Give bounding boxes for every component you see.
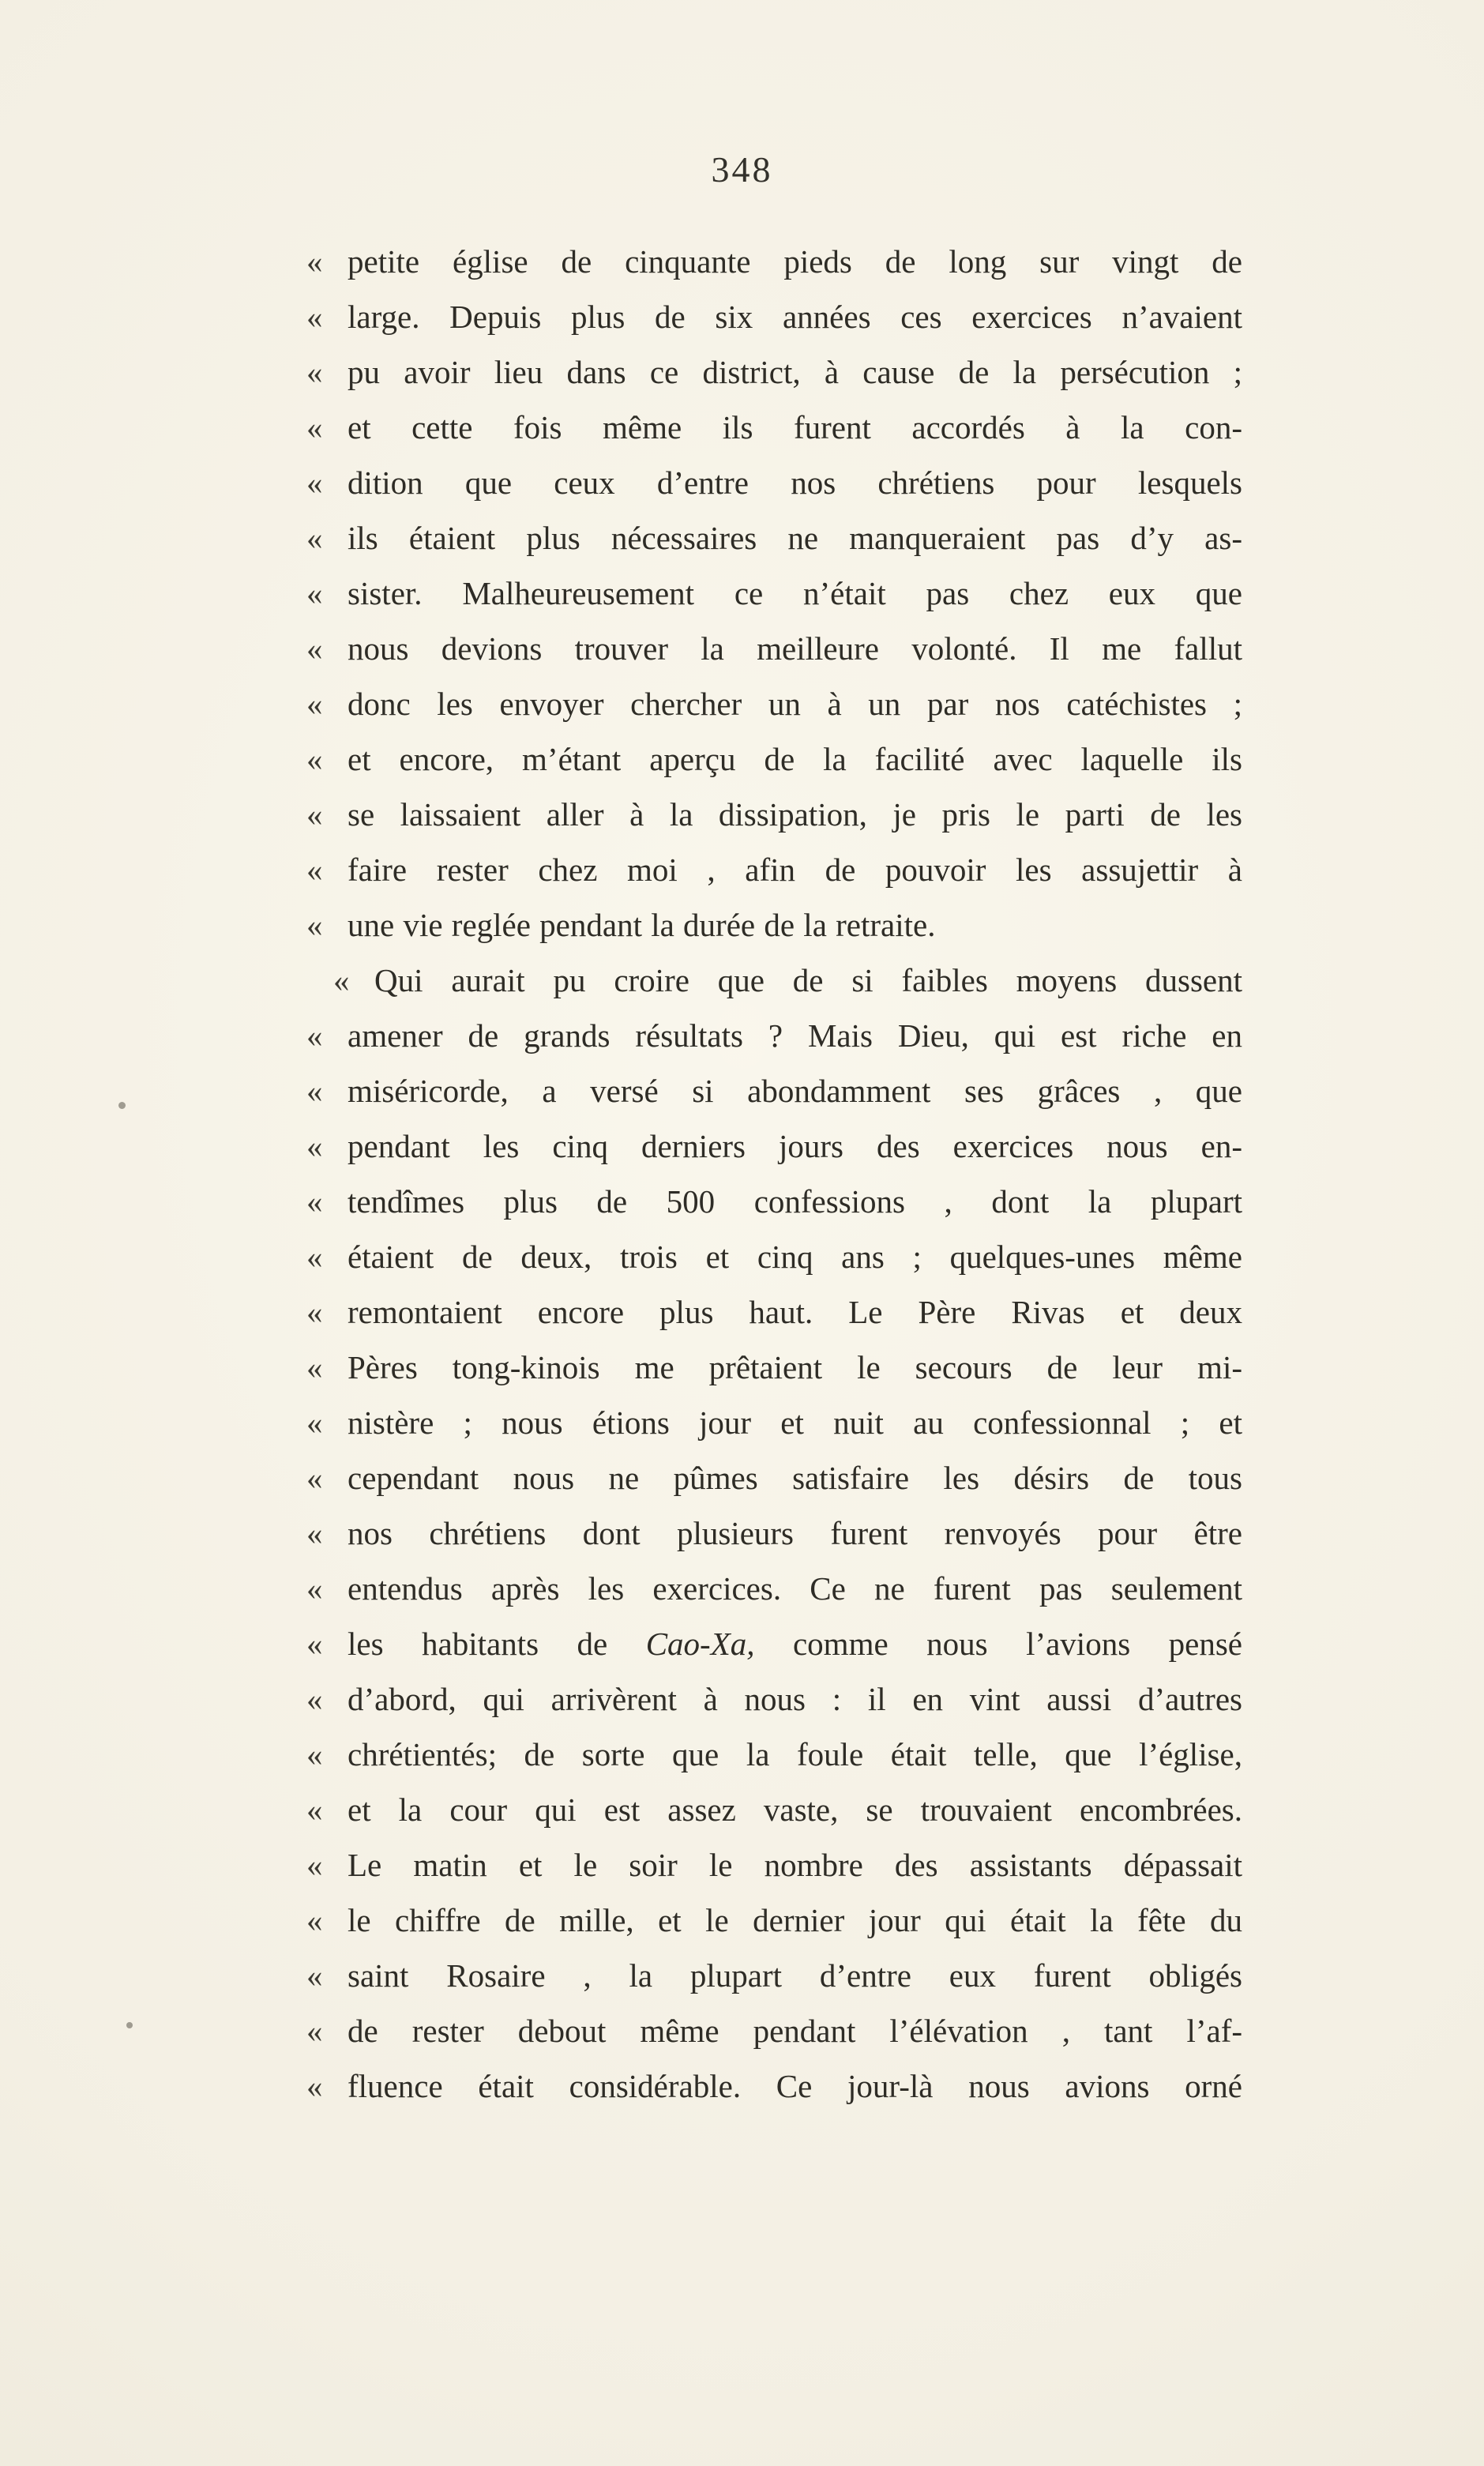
italic-text-segment: Cao-Xa, — [645, 1626, 755, 1662]
line-text — [348, 400, 1242, 455]
line-text — [348, 731, 1242, 787]
opening-guillemet: « — [306, 1017, 323, 1054]
text-segment: de rester debout même pendant l’élévation , tant l’af- — [348, 2013, 1242, 2049]
opening-guillemet: « — [306, 464, 323, 501]
text-segment: et la cour qui est assez vaste, se trouvaient encombrées. — [348, 1791, 1242, 1828]
text-segment: Pères tong-kinois me prêtaient le secours de leur mi- — [348, 1349, 1242, 1385]
text-line — [306, 1506, 1242, 1561]
line-text — [348, 1229, 1242, 1284]
text-line — [306, 953, 1242, 1008]
line-text — [348, 1616, 1242, 1671]
scan-speck — [126, 2022, 133, 2028]
text-segment: pu avoir lieu dans ce district, à cause de la persécution ; — [348, 354, 1242, 390]
text-line — [306, 1782, 1242, 1837]
text-line — [306, 676, 1242, 731]
line-text — [348, 566, 1242, 621]
text-segment: sister. Malheureusement ce n’était pas chez eux que — [348, 575, 1242, 611]
line-text — [348, 1118, 1242, 1174]
opening-guillemet: « — [306, 1128, 323, 1164]
opening-guillemet: « — [306, 1736, 323, 1772]
text-segment: les habitants de — [348, 1626, 646, 1662]
text-segment: fluence était considérable. Ce jour-là nous avions orné — [348, 2068, 1242, 2104]
text-line — [306, 1616, 1242, 1671]
text-line — [306, 1063, 1242, 1118]
scan-speck — [118, 1102, 126, 1109]
line-text — [348, 455, 1242, 510]
text-segment: donc les envoyer chercher un à un par nos catéchistes ; — [348, 686, 1242, 722]
text-line — [306, 897, 1242, 953]
text-segment: d’abord, qui arrivèrent à nous : il en vint aussi d’autres — [348, 1681, 1242, 1717]
text-segment: saint Rosaire , la plupart d’entre eux furent obligés — [348, 1957, 1242, 1994]
opening-guillemet: « — [306, 1626, 323, 1662]
opening-guillemet: « — [306, 575, 323, 611]
opening-guillemet: « — [306, 243, 323, 280]
line-text — [348, 289, 1242, 344]
text-line — [306, 1174, 1242, 1229]
line-text — [348, 897, 1242, 953]
opening-guillemet: « — [306, 1349, 323, 1385]
text-segment: le chiffre de mille, et le dernier jour qui était la fête du — [348, 1902, 1242, 1938]
text-line — [306, 2058, 1242, 2114]
text-segment: remontaient encore plus haut. Le Père Rivas et deux — [348, 1294, 1242, 1330]
text-line — [306, 2003, 1242, 2058]
text-segment: étaient de deux, trois et cinq ans ; quelques-unes même — [348, 1239, 1242, 1275]
text-line — [306, 1395, 1242, 1450]
text-line — [306, 1561, 1242, 1616]
opening-guillemet: « — [306, 1404, 323, 1441]
opening-guillemet: « — [333, 962, 350, 998]
opening-guillemet: « — [306, 354, 323, 390]
text-line — [306, 842, 1242, 897]
text-segment: Le matin et le soir le nombre des assistants dépassait — [348, 1847, 1242, 1883]
text-line — [306, 1340, 1242, 1395]
text-segment: tendîmes plus de 500 confessions , dont la plupart — [348, 1183, 1242, 1220]
text-segment: petite église de cinquante pieds de long sur vingt de — [348, 243, 1242, 280]
text-segment: et encore, m’étant aperçu de la facilité avec laquelle ils — [348, 741, 1242, 777]
text-line — [306, 1229, 1242, 1284]
text-segment: dition que ceux d’entre nos chrétiens pour lesquels — [348, 464, 1242, 501]
line-text — [348, 1561, 1242, 1616]
line-text — [348, 1174, 1242, 1229]
opening-guillemet: « — [306, 630, 323, 667]
text-segment: amener de grands résultats ? Mais Dieu, qui est riche en — [348, 1017, 1242, 1054]
line-text — [348, 621, 1242, 676]
opening-guillemet: « — [306, 2068, 323, 2104]
text-line — [306, 1727, 1242, 1782]
text-segment: se laissaient aller à la dissipation, je pris le parti de les — [348, 796, 1242, 833]
text-segment: nistère ; nous étions jour et nuit au confessionnal ; et — [348, 1404, 1242, 1441]
text-segment: nous devions trouver la meilleure volonté. Il me fallut — [348, 630, 1242, 667]
line-text — [348, 1063, 1242, 1118]
text-line — [306, 344, 1242, 400]
line-text — [348, 1948, 1242, 2003]
text-line — [306, 731, 1242, 787]
text-segment: chrétientés; de sorte que la foule était telle, que l’église, — [348, 1736, 1242, 1772]
line-text — [348, 2058, 1242, 2114]
text-line — [306, 1671, 1242, 1727]
opening-guillemet: « — [306, 741, 323, 777]
opening-guillemet: « — [306, 1294, 323, 1330]
line-text — [348, 234, 1242, 289]
page-number: 348 — [711, 149, 773, 190]
text-segment: nos chrétiens dont plusieurs furent renvoyés pour être — [348, 1515, 1242, 1551]
text-line — [306, 1893, 1242, 1948]
text-line — [306, 621, 1242, 676]
opening-guillemet: « — [306, 1570, 323, 1607]
text-line — [306, 234, 1242, 289]
text-line — [306, 289, 1242, 344]
text-segment: une vie reglée pendant la durée de la retraite. — [348, 907, 936, 943]
line-text — [348, 787, 1242, 842]
opening-guillemet: « — [306, 2013, 323, 2049]
opening-guillemet: « — [306, 1073, 323, 1109]
text-segment: entendus après les exercices. Ce ne furent pas seulement — [348, 1570, 1242, 1607]
opening-guillemet: « — [306, 1791, 323, 1828]
line-text — [348, 1837, 1242, 1893]
text-block — [306, 234, 1242, 2114]
opening-guillemet: « — [306, 796, 323, 833]
text-line — [306, 400, 1242, 455]
opening-guillemet: « — [306, 686, 323, 722]
line-text — [348, 1893, 1242, 1948]
line-text — [348, 1671, 1242, 1727]
opening-guillemet: « — [306, 1681, 323, 1717]
text-segment: comme nous l’avions pensé — [754, 1626, 1242, 1662]
text-line — [306, 1837, 1242, 1893]
line-text — [348, 1506, 1242, 1561]
opening-guillemet: « — [306, 907, 323, 943]
line-text — [348, 1782, 1242, 1837]
opening-guillemet: « — [306, 520, 323, 556]
text-line — [306, 1948, 1242, 2003]
line-text — [348, 842, 1242, 897]
line-text — [348, 1340, 1242, 1395]
line-text — [348, 1727, 1242, 1782]
text-segment: Qui aurait pu croire que de si faibles moyens dussent — [374, 962, 1242, 998]
opening-guillemet: « — [306, 1183, 323, 1220]
line-text — [348, 1284, 1242, 1340]
text-line — [306, 566, 1242, 621]
text-line — [306, 455, 1242, 510]
text-line — [306, 787, 1242, 842]
text-segment: et cette fois même ils furent accordés à la con- — [348, 409, 1242, 445]
text-segment: miséricorde, a versé si abondamment ses grâces , que — [348, 1073, 1242, 1109]
text-segment: large. Depuis plus de six années ces exercices n’avaient — [348, 299, 1242, 335]
text-line — [306, 1118, 1242, 1174]
text-segment: faire rester chez moi , afin de pouvoir les assujettir à — [348, 851, 1242, 888]
opening-guillemet: « — [306, 1847, 323, 1883]
opening-guillemet: « — [306, 409, 323, 445]
opening-guillemet: « — [306, 851, 323, 888]
text-line — [306, 1284, 1242, 1340]
line-text — [348, 676, 1242, 731]
opening-guillemet: « — [306, 1239, 323, 1275]
line-text — [348, 2003, 1242, 2058]
opening-guillemet: « — [306, 299, 323, 335]
line-text — [374, 953, 1242, 1008]
text-line — [306, 510, 1242, 566]
text-line — [306, 1008, 1242, 1063]
opening-guillemet: « — [306, 1902, 323, 1938]
opening-guillemet: « — [306, 1460, 323, 1496]
line-text — [348, 1395, 1242, 1450]
line-text — [348, 1008, 1242, 1063]
text-line — [306, 1450, 1242, 1506]
text-segment: pendant les cinq derniers jours des exercices nous en- — [348, 1128, 1242, 1164]
opening-guillemet: « — [306, 1957, 323, 1994]
opening-guillemet: « — [306, 1515, 323, 1551]
line-text — [348, 1450, 1242, 1506]
text-segment: cependant nous ne pûmes satisfaire les désirs de tous — [348, 1460, 1242, 1496]
line-text — [348, 344, 1242, 400]
text-segment: ils étaient plus nécessaires ne manqueraient pas d’y as- — [348, 520, 1242, 556]
line-text — [348, 510, 1242, 566]
